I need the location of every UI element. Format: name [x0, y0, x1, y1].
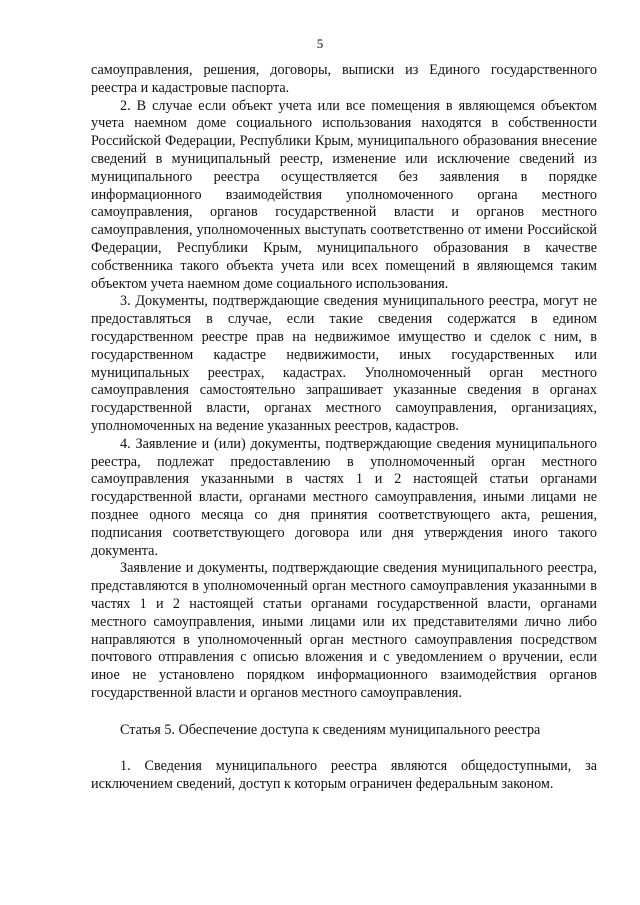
paragraph-continuation: самоуправления, решения, договоры, выписки из Единого государственного реестра и кадастровые паспорта.: [91, 62, 597, 96]
paragraph-4-continued: Заявление и документы, подтверждающие сведения муниципального реестра, представляются в уполномоченный орган местного самоуправления указанными в частях 1 и 2 настоящей статьи органами государственной власти, органами местного самоуправления, иными лицами или их представителями лично либо направляются в уполномоченный орган местного самоуправления посредством почтового отправления с описью вложения и с уведомлением о вручении, если иное не установлено порядком информационного взаимодействия органов государственной власти и органов местного самоуправления.: [91, 560, 597, 701]
paragraph-2: 2. В случае если объект учета или все помещения в являющемся объектом учета наемном доме социального использования находятся в собственности Российской Федерации, Республики Крым, муниципального образования внесение сведений в муниципальный реестр, изменение или исключение сведений из муниципального реестра осуществляется без заявления в порядке информационного взаимодействия уполномоченного органа местного самоуправления, органов государственной власти и органов местного самоуправления, уполномоченных выступать соответственно от имени Российской Федерации, Республики Крым, муниципального образования в качестве собственника такого объекта учета или всех помещений в являющемся таким объектом учета наемном доме социального использования.: [91, 97, 597, 292]
document-body: [91, 62, 597, 794]
page-number: 5: [316, 36, 324, 51]
article-5-paragraph-1: 1. Сведения муниципального реестра являются общедоступными, за исключением сведений, доступ к которым ограничен федеральным законом.: [91, 758, 597, 793]
paragraph-4: 4. Заявление и (или) документы, подтверждающие сведения муниципального реестра, подлежат предоставлению в уполномоченный орган местного самоуправления указанными в частях 1 и 2 настоящей статьи органами государственной власти, органами местного самоуправления, иными лицами не позднее одного месяца со дня принятия соответствующего акта, решения, подписания соответствующего договора или дня утверждения иного такого документа.: [91, 435, 597, 559]
article-5-heading: Статья 5. Обеспечение доступа к сведениям муниципального реестра: [120, 721, 541, 738]
paragraph-3: 3. Документы, подтверждающие сведения муниципального реестра, могут не предоставляться в случае, если такие сведения содержатся в едином государственном реестре прав на недвижимое имущество и сделок с ним, в государственном кадастре недвижимости, иных государственных или муниципальных реестрах, кадастрах. Уполномоченный орган местного самоуправления самостоятельно запрашивает указанные сведения в органах государственной власти, органах местного самоуправления, организациях, уполномоченных на ведение указанных реестров, кадастров.: [91, 293, 597, 434]
